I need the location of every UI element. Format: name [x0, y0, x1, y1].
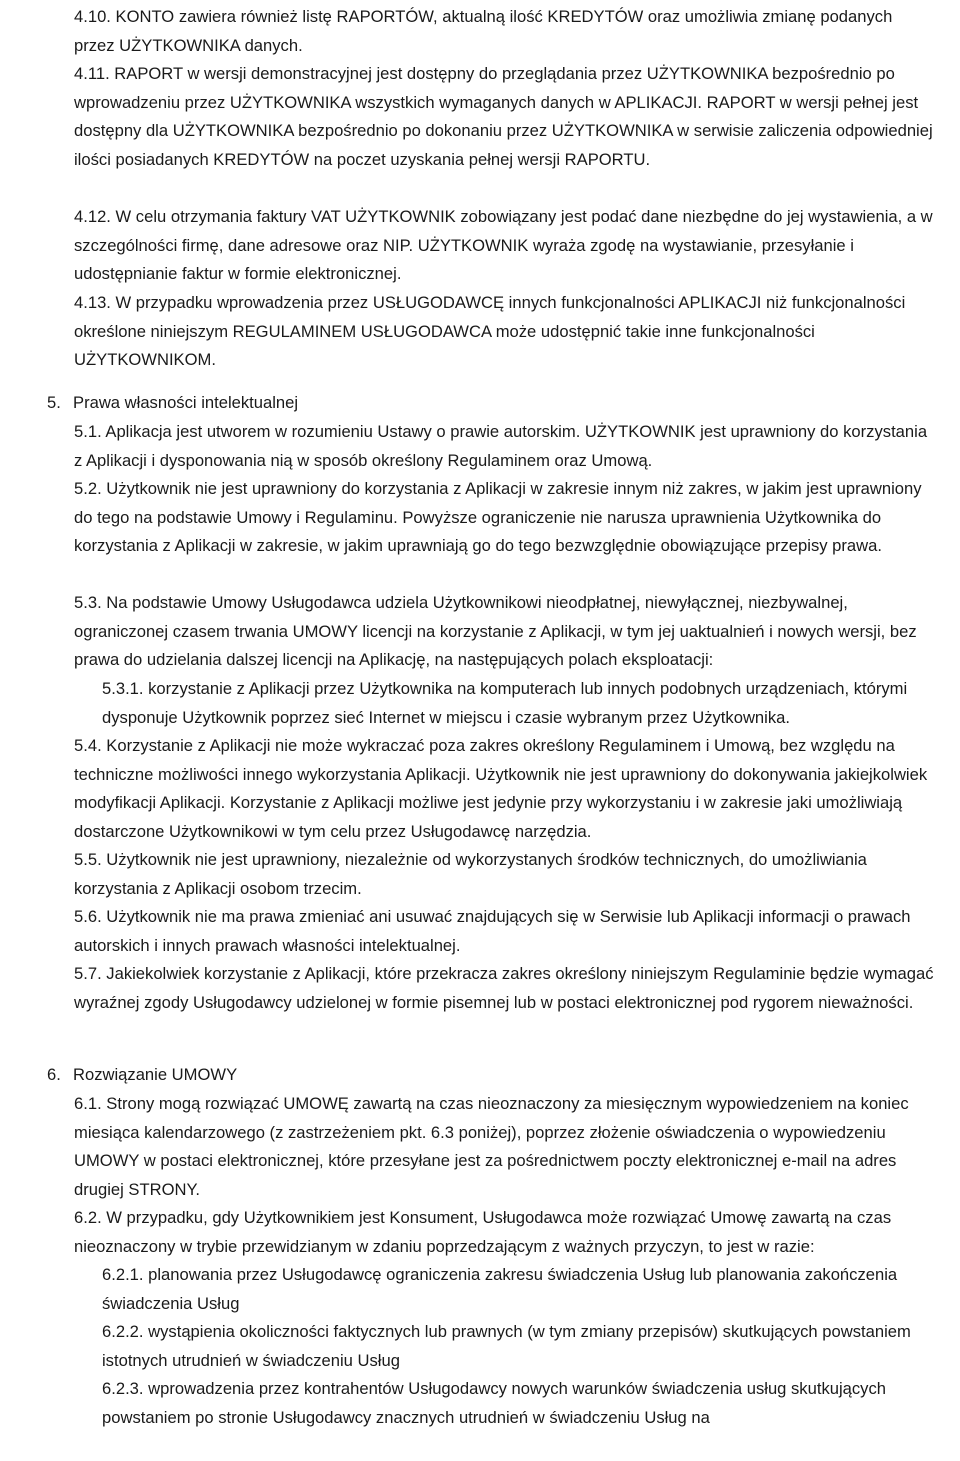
- section-5-title: Prawa własności intelektualnej: [73, 393, 299, 412]
- paragraph-5-7: 5.7. Jakiekolwiek korzystanie z Aplikacji, które przekracza zakres określony niniejszym Regulaminie będzie wymagać wyraźnej zgody Usługodawcy udzielonej w formie pisemnej lub w postaci elektronicznej pod rygorem nieważności.: [74, 964, 934, 1012]
- section-5-number: 5.: [47, 393, 61, 412]
- section-5-heading: [47, 389, 937, 418]
- paragraph-4-13: 4.13. W przypadku wprowadzenia przez USŁUGODAWCĘ innych funkcjonalności APLIKACJI niż funkcjonalności określone niniejszym REGULAMINEM USŁUGODAWCA może udostępnić takie inne funkcjonalności UŻYTKOWNIKOM.: [74, 293, 906, 370]
- paragraph-4-12: 4.12. W celu otrzymania faktury VAT UŻYTKOWNIK zobowiązany jest podać dane niezbędne do jej wystawienia, a w szczególności firmę, dane adresowe oraz NIP. UŻYTKOWNIK wyraża zgodę na wystawianie, przesyłanie i udostępnianie faktur w formie elektronicznej.: [74, 207, 933, 284]
- paragraph-4-10: 4.10. KONTO zawiera również listę RAPORTÓW, aktualną ilość KREDYTÓW oraz umożliwia zmianę podanych przez UŻYTKOWNIKA danych.: [74, 7, 893, 55]
- paragraph-5-3: 5.3. Na podstawie Umowy Usługodawca udziela Użytkownikowi nieodpłatnej, niewyłącznej, niezbywalnej, ograniczonej czasem trwania UMOWY licencji na korzystanie z Aplikacji, w tym jej uaktualnień i nowych wersji, bez prawa do udzielania dalszej licencji na Aplikację, na następujących polach eksploatacji:: [74, 593, 917, 670]
- paragraph-6-2-1: 6.2.1. planowania przez Usługodawcę ograniczenia zakresu świadczenia Usług lub planowania zakończenia świadczenia Usług: [102, 1265, 898, 1313]
- paragraph-6-2-2: 6.2.2. wystąpienia okoliczności faktycznych lub prawnych (w tym zmiany przepisów) skutkujących powstaniem istotnych utrudnień w świadczeniu Usług: [102, 1322, 911, 1370]
- paragraph-5-1: 5.1. Aplikacja jest utworem w rozumieniu Ustawy o prawie autorskim. UŻYTKOWNIK jest uprawniony do korzystania z Aplikacji i dysponowania nią w sposób określony Regulaminem oraz Umową.: [74, 422, 928, 470]
- paragraph-6-2-3: 6.2.3. wprowadzenia przez kontrahentów Usługodawcy nowych warunków świadczenia usług skutkujących powstaniem po stronie Usługodawcy znacznych utrudnień w świadczeniu Usług na: [102, 1379, 886, 1427]
- section-6-title: Rozwiązanie UMOWY: [73, 1065, 238, 1084]
- paragraph-5-4: 5.4. Korzystanie z Aplikacji nie może wykraczać poza zakres określony Regulaminem i Umową, bez względu na techniczne możliwości innego wykorzystania Aplikacji. Użytkownik nie jest uprawniony do dokonywania jakiejkolwiek modyfikacji Aplikacji. Korzystanie z Aplikacji możliwe jest jedynie przy wykorzystaniu i w zakresie jaki umożliwiają dostarczone Użytkownikowi w tym celu przez Usługodawcę narzędzia.: [74, 736, 928, 841]
- paragraph-4-11: 4.11. RAPORT w wersji demonstracyjnej jest dostępny do przeglądania przez UŻYTKOWNIKA bezpośrednio po wprowadzeniu przez UŻYTKOWNIKA wszystkich wymaganych danych w APLIKACJI. RAPORT w wersji pełnej jest dostępny dla UŻYTKOWNIKA bezpośrednio po dokonaniu przez UŻYTKOWNIKA w serwisie zaliczenia odpowiedniej ilości posiadanych KREDYTÓW na poczet uzyskania pełnej wersji RAPORTU.: [74, 64, 933, 169]
- paragraph-5-6: 5.6. Użytkownik nie ma prawa zmieniać ani usuwać znajdujących się w Serwisie lub Aplikacji informacji o prawach autorskich i innych prawach własności intelektualnej.: [74, 907, 911, 955]
- paragraph-5-2: 5.2. Użytkownik nie jest uprawniony do korzystania z Aplikacji w zakresie innym niż zakres, w jakim jest uprawniony do tego na podstawie Umowy i Regulaminu. Powyższe ograniczenie nie narusza uprawnienia Użytkownika do korzystania z Aplikacji w zakresie, w jakim uprawniają go do tego bezwzględnie obowiązujące przepisy prawa.: [74, 479, 922, 556]
- paragraph-6-1: 6.1. Strony mogą rozwiązać UMOWĘ zawartą na czas nieoznaczony za miesięcznym wypowiedzeniem na koniec miesiąca kalendarzowego (z zastrzeżeniem pkt. 6.3 poniżej), poprzez złożenie oświadczenia o wypowiedzeniu UMOWY w postaci elektronicznej, które przesyłane jest za pośrednictwem poczty elektronicznej e-mail na adres drugiej STRONY.: [74, 1094, 909, 1199]
- paragraph-5-5: 5.5. Użytkownik nie jest uprawniony, niezależnie od wykorzystanych środków technicznych, do umożliwiania korzystania z Aplikacji osobom trzecim.: [74, 850, 867, 898]
- section-6-heading: [47, 1061, 937, 1090]
- section-6-number: 6.: [47, 1065, 61, 1084]
- paragraph-6-2: 6.2. W przypadku, gdy Użytkownikiem jest Konsument, Usługodawca może rozwiązać Umowę zawartą na czas nieoznaczony w trybie przewidzianym w zdaniu poprzedzającym z ważnych przyczyn, to jest w razie:: [74, 1208, 892, 1256]
- paragraph-5-3-1: 5.3.1. korzystanie z Aplikacji przez Użytkownika na komputerach lub innych podobnych urządzeniach, którymi dysponuje Użytkownik poprzez sieć Internet w miejscu i czasie wybranym przez Użytkownika.: [102, 679, 908, 727]
